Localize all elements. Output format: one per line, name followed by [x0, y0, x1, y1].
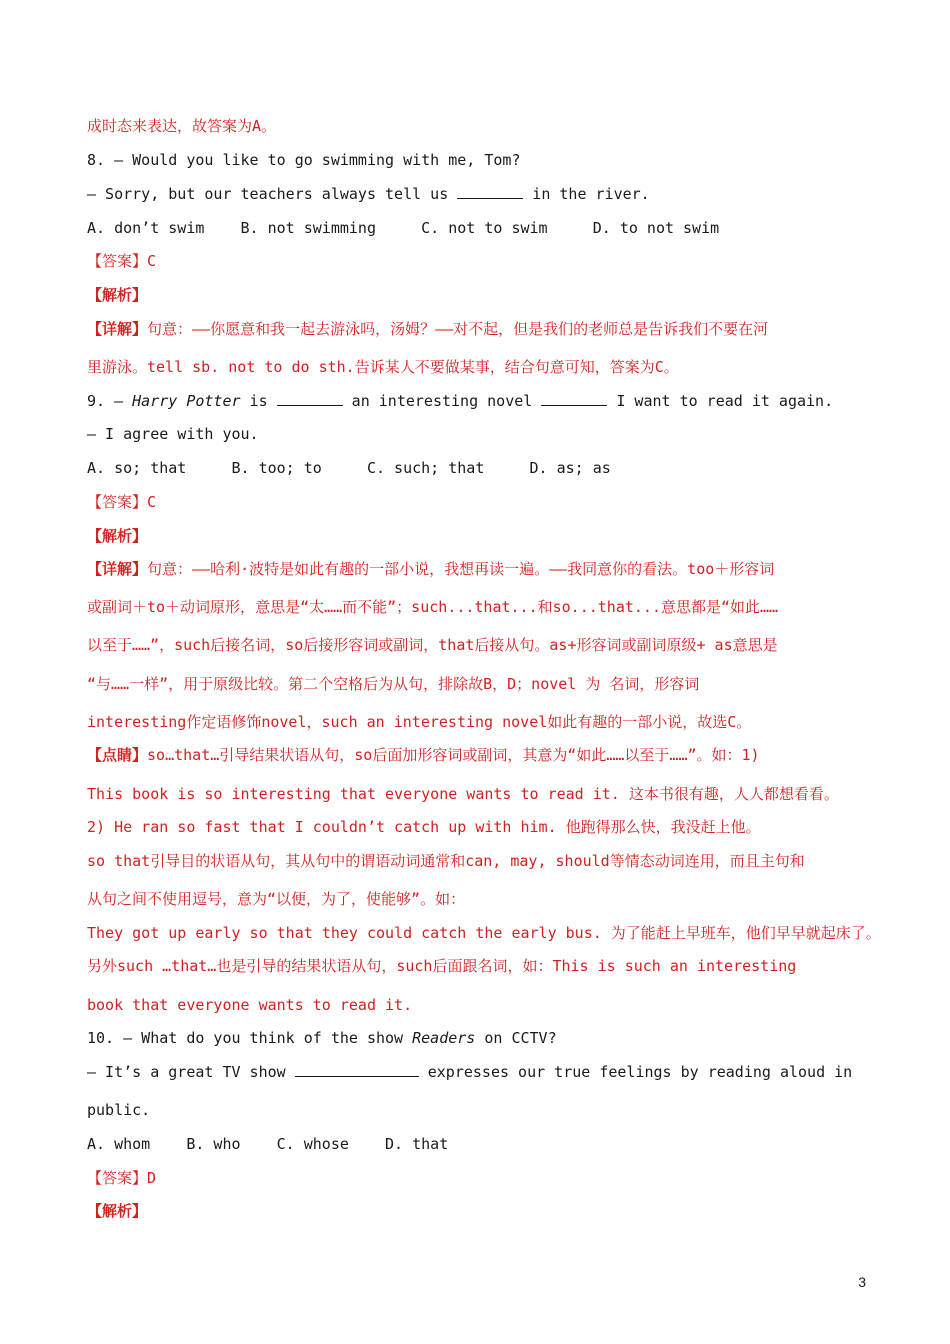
q9-num: 9. — — [87, 392, 133, 410]
q10-reply-pre: — It’s a great TV show — [87, 1063, 295, 1081]
answer-tag: 【答案】 — [87, 493, 148, 511]
q9-blank-1[interactable] — [277, 391, 343, 406]
q9-answer — [87, 492, 156, 512]
q9-tip-8: book that everyone wants to read it. — [87, 996, 413, 1014]
tip-text: so…that…引导结果状语从句，so后面加形容词或副词，其意为“如此……以至于……”。如：1) — [147, 746, 760, 764]
q8-stem: 8. — Would you like to go swimming with me, Tom? — [87, 151, 521, 169]
q9-tip-3: 2) He ran so fast that I couldn’t catch up with him. 他跑得那么快，我没赶上他。 — [87, 818, 761, 836]
q9-book-title: Harry Potter — [132, 392, 241, 410]
q10-answer — [87, 1168, 156, 1188]
q8-reply-post: in the river. — [523, 185, 650, 203]
q9-tip-1 — [87, 745, 760, 765]
q10-stem-post: on CCTV? — [475, 1029, 557, 1047]
q9-blank-2[interactable] — [541, 391, 607, 406]
q9-end: I want to read it again. — [607, 392, 834, 410]
q10-reply-2: public. — [87, 1101, 151, 1119]
q10-analysis-tag: 【解析】 — [87, 1202, 148, 1220]
q10-reply — [87, 1062, 852, 1082]
q9-tip-5: 从句之间不使用逗号，意为“以便，为了，使能够”。如： — [87, 890, 466, 908]
q9-detail-2: 或副词＋to＋动词原形，意思是“太……而不能”；such...that...和so...that...意思都是“如此…… — [87, 598, 779, 616]
answer-value: D — [147, 1169, 157, 1187]
q8-answer-blank[interactable] — [457, 184, 523, 199]
page-number: 3 — [858, 1274, 866, 1290]
q8-reply-pre: — Sorry, but our teachers always tell us — [87, 185, 458, 203]
q10-stem-pre: 10. — What do you think of the show — [87, 1029, 413, 1047]
q9-detail-3: 以至于……”，such后接名词，so后接形容词或副词，that后接从句。as+形容词或副词原级+ as意思是 — [87, 636, 778, 654]
detail-text: 句意：——你愿意和我一起去游泳吗，汤姆？——对不起，但是我们的老师总是告诉我们不要在河 — [147, 320, 769, 338]
q9-reply: — I agree with you. — [87, 425, 259, 443]
q10-answer-blank[interactable] — [295, 1062, 419, 1077]
q8-detail-2: 里游泳。tell sb. not to do sth.告诉某人不要做某事，结合句意可知，答案为C。 — [87, 358, 679, 376]
q9-options: A. so; that B. too; to C. such; that D. as; as — [87, 459, 611, 477]
q9-tip-4: so that引导目的状语从句，其从句中的谓语动词通常和can, may, should等情态动词连用，而且主句和 — [87, 852, 805, 870]
q10-show-title: Readers — [412, 1029, 476, 1047]
answer-tag: 【答案】 — [87, 1169, 148, 1187]
q9-detail-4: “与……一样”，用于原级比较。第二个空格后为从句，排除故B，D；novel 为 名词，形容词 — [87, 675, 700, 693]
q9-mid: an interesting novel — [342, 392, 542, 410]
answer-value: C — [147, 493, 157, 511]
q9-is: is — [240, 392, 277, 410]
q9-analysis-tag: 【解析】 — [87, 527, 148, 545]
q9-tip-2: This book is so interesting that everyone wants to read it. 这本书很有趣，人人都想看看。 — [87, 785, 839, 803]
q8-detail-1 — [87, 319, 768, 339]
q9-tip-6: They got up early so that they could catch the early bus. 为了能赶上早班车，他们早早就起床了。 — [87, 924, 881, 942]
q9-detail-5: interesting作定语修饰novel，such an interesting novel如此有趣的一部小说，故选C。 — [87, 713, 752, 731]
q10-reply-post: expresses our true feelings by reading aloud in — [418, 1063, 853, 1081]
detail-tag: 【详解】 — [87, 560, 148, 578]
q10-stem — [87, 1028, 557, 1048]
q8-analysis-tag: 【解析】 — [87, 286, 148, 304]
q9-stem — [87, 391, 833, 411]
q10-options: A. whom B. who C. whose D. that — [87, 1135, 449, 1153]
q9-tip-7: 另外such …that…也是引导的结果状语从句，such后面跟名词，如：This is such an interesting — [87, 957, 797, 975]
q8-reply — [87, 184, 650, 204]
q8-options: A. don’t swim B. not swimming C. not to swim D. to not swim — [87, 219, 720, 237]
detail-text: 句意：——哈利·波特是如此有趣的一部小说，我想再读一遍。——我同意你的看法。too＋形容词 — [147, 560, 775, 578]
q8-answer — [87, 251, 156, 271]
answer-tag: 【答案】 — [87, 252, 148, 270]
detail-tag: 【详解】 — [87, 320, 148, 338]
tip-tag: 【点睛】 — [87, 746, 148, 764]
q7-explanation-tail: 成时态来表达，故答案为A。 — [87, 117, 277, 135]
q9-detail-1 — [87, 559, 774, 579]
answer-value: C — [147, 252, 157, 270]
